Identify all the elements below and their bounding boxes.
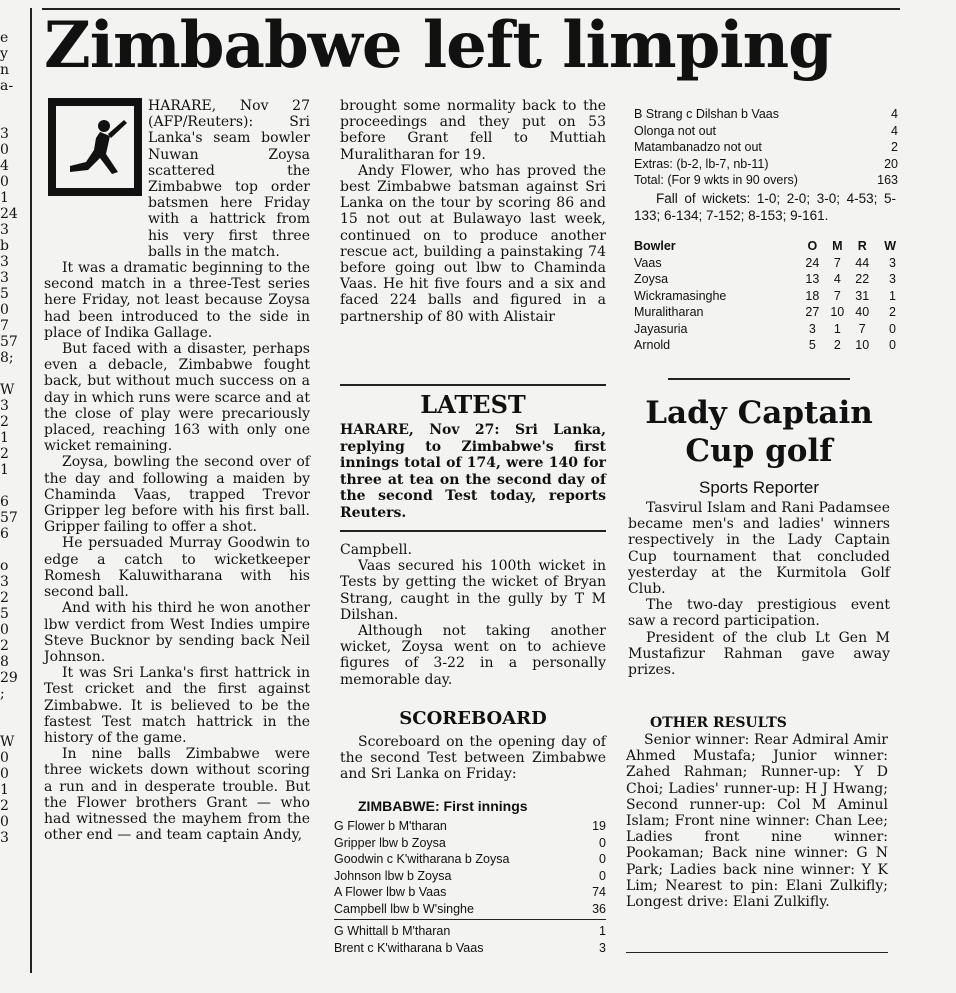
table-row: Goodwin c K'witharana b Zoysa 0 — [334, 852, 606, 867]
article-paragraph: President of the club Lt Gen M Mustafizur Rahman gave away prizes. — [628, 629, 890, 679]
article-paragraph: But faced with a disaster, perhaps even a debacle, Zimbabwe fought back, but without much success on a day in which runs were scarce and at the close of play were precariously placed, reaching 163 with only one wicket remaining. — [44, 341, 310, 455]
article-paragraph: The two-day prestigious event saw a record participation. — [628, 597, 890, 630]
byline: Sports Reporter — [699, 478, 819, 497]
other-results: Senior winner: Rear Admiral Amir Ahmed Mustafa; Junior winner: Zahed Rahman; Runner-up: Y D Choi; Ladies' runner-up: H J Hwang; Second runner-up: Col M Aminul Islam; Front nine winner: Chan Lee; Ladies front nine winner: Pookaman; Back nine winner: G N Park; Ladies back nine winner: Y K Lim; Nearest to pin: Elani Zulkifly; Longest drive: Elani Zulkifly. — [626, 732, 888, 911]
table-row: Campbell lbw b W'singhe 36 — [334, 901, 606, 916]
table-row: Vaas 24 7 44 3 — [634, 255, 896, 270]
golf-headline: Lady Captain Cup golf — [645, 395, 873, 469]
article-paragraph: Andy Flower, who has proved the best Zimbabwe batsman against Sri Lanka on the tour by scoring 86 and 15 not out at Bulawayo last week, continued on to produce another rescue act, building a painstaking 74 before going out lbw to Chaminda Vaas. He hit five fours and a six and faced 224 balls and figured in a partnership of 80 with Alistair — [340, 162, 606, 325]
article-paragraph: He persuaded Murray Goodwin to edge a catch to wicketkeeper Romesh Kaluwitharana with his second ball. — [44, 535, 310, 601]
other-results-title: OTHER RESULTS — [650, 715, 787, 731]
article-column-1 — [44, 98, 310, 843]
divider — [626, 952, 888, 953]
left-edge-fragments: e y n a- 3 0 4 0 1 24 3 b 3 3 5 0 7 57 8; W 3 2 1 2 1 6 57 6 o 3 2 5 0 2 8 29 ; W 0 0 1 2 0 3 — [0, 30, 18, 846]
bowling-table — [634, 238, 896, 354]
article-column-2-continued — [340, 542, 606, 688]
table-row: G Whittall b M'tharan 1 — [334, 924, 606, 939]
article-paragraph: It was a dramatic beginning to the second match in a three-Test series here Friday, not least because Zoysa had been introduced to the side in place of Indika Gallage. — [44, 260, 310, 341]
scoreboard-intro: Scoreboard on the opening day of the second Test between Zimbabwe and Sri Lanka on Friday: — [340, 734, 606, 783]
article-paragraph: HARARE, Nov 27 (AFP/Reuters): Sri Lanka's seam bowler Nuwan Zoysa scattered the Zimbabwe top order batsmen here Friday with a hattrick from his very first three balls in the match. — [148, 98, 310, 260]
table-row: Matambanadzo not out 2 — [634, 140, 898, 155]
headline: Zimbabwe left limping — [44, 8, 832, 83]
latest-body: HARARE, Nov 27: Sri Lanka, replying to Zimbabwe's first innings total of 174, were 140 for three at tea on the second day of the second Test today, reports Reuters. — [340, 422, 606, 521]
article-paragraph: And with his third he won another lbw verdict from West Indies umpire Steve Bucknor by sending back Neil Johnson. — [44, 600, 310, 665]
article-paragraph: In nine balls Zimbabwe were three wickets down without scoring a run and in desperate trouble. But the Flower brothers Grant — who had witnessed the mayhem from the other end — and team captain Andy, — [44, 746, 310, 844]
batting-table — [334, 818, 606, 917]
article-paragraph: Vaas secured his 100th wicket in Tests by getting the wicket of Bryan Strang, caught in the gully by T M Dilshan. — [340, 558, 606, 623]
column-rule — [30, 8, 32, 973]
divider — [340, 384, 606, 386]
table-row: Jayasuria 3 1 7 0 — [634, 321, 896, 336]
article-paragraph: Although not taking another wicket, Zoysa went on to achieve figures of 3-22 in a personally memorable day. — [340, 623, 606, 688]
article-paragraph: Tasvirul Islam and Rani Padamsee became men's and ladies' winners respectively in the Lady Captain Cup tournament that concluded yesterday at the Kurmitola Golf Club. — [628, 500, 890, 598]
article-column-2 — [340, 98, 606, 325]
latest-title: LATEST — [420, 390, 526, 419]
table-header-row: Bowler O M R W — [634, 239, 896, 254]
golf-article — [628, 500, 890, 678]
article-paragraph: Zoysa, bowling the second over of the day and following a maiden by Chaminda Vaas, trapped Trevor Gripper leg before with his first ball. Gripper failing to offer a shot. — [44, 454, 310, 536]
table-row: Wickramasinghe 18 7 31 1 — [634, 288, 896, 303]
article-paragraph: It was Sri Lanka's first hattrick in Test cricket and the first against Zimbabwe. It is believed to be the fastest Test match hattrick in the history of the game. — [44, 665, 310, 746]
batting-table — [334, 923, 606, 956]
batting-table-continued — [634, 106, 898, 189]
table-row: Brent c K'witharana b Vaas 3 — [334, 940, 606, 955]
table-row: Zoysa 13 4 22 3 — [634, 272, 896, 287]
divider — [334, 919, 606, 920]
table-row: G Flower b M'tharan 19 — [334, 819, 606, 834]
divider — [668, 378, 850, 380]
table-row: Extras: (b-2, lb-7, nb-11) 20 — [634, 156, 898, 171]
innings-heading: ZIMBABWE: First innings — [358, 798, 528, 814]
divider — [340, 530, 606, 532]
table-row: A Flower lbw b Vaas 74 — [334, 885, 606, 900]
table-row: B Strang c Dilshan b Vaas 4 — [634, 107, 898, 122]
table-row: Gripper lbw b Zoysa 0 — [334, 835, 606, 850]
article-paragraph: brought some normality back to the proceedings and they put on 53 before Grant fell to Muttiah Muralitharan for 19. — [340, 98, 606, 163]
article-paragraph: Campbell. — [340, 542, 412, 558]
table-row: Muralitharan 27 10 40 2 — [634, 305, 896, 320]
table-row: Johnson lbw b Zoysa 0 — [334, 868, 606, 883]
table-row: Total: (For 9 wkts in 90 overs) 163 — [634, 173, 898, 188]
table-row: Arnold 5 2 10 0 — [634, 338, 896, 353]
fall-of-wickets: Fall of wickets: 1-0; 2-0; 3-0; 4-53; 5-133; 6-134; 7-152; 8-153; 9-161. — [634, 191, 896, 223]
table-row: Olonga not out 4 — [634, 123, 898, 138]
scoreboard-title: SCOREBOARD — [399, 708, 547, 729]
